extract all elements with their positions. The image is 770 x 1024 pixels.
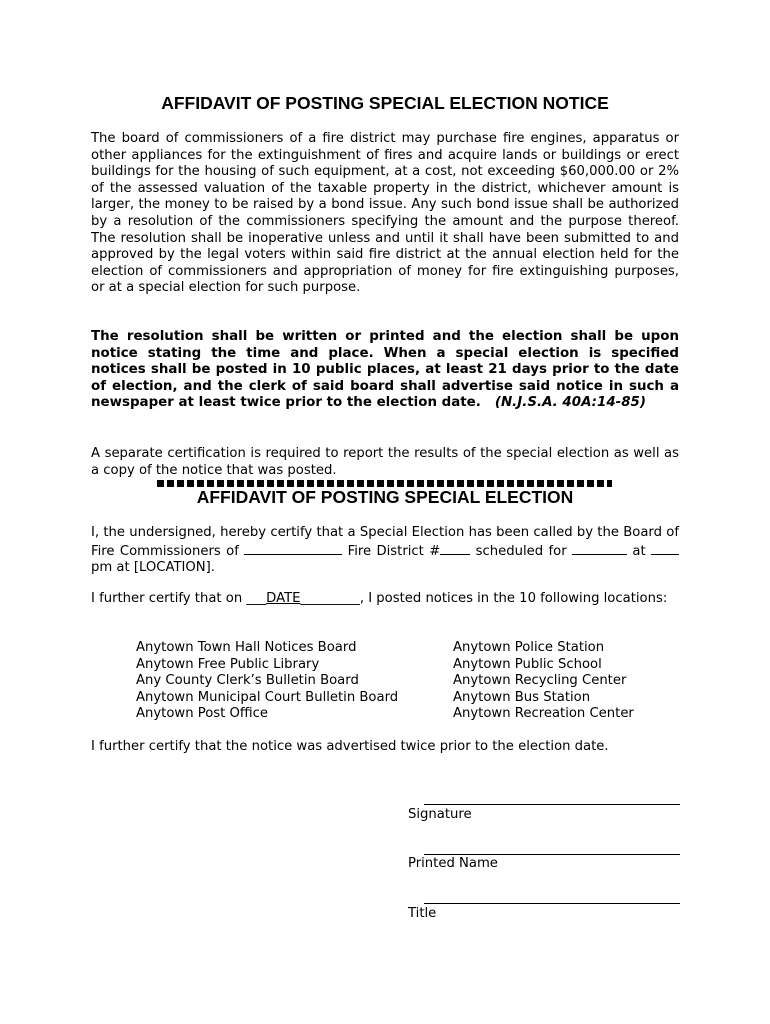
- printed-name-line[interactable]: [424, 854, 680, 855]
- location-item: Anytown Public School: [453, 656, 602, 672]
- signature-label: Signature: [408, 807, 472, 822]
- certify-text-4: at: [632, 543, 646, 559]
- posted-text-1: I further certify that on ___: [91, 591, 267, 606]
- location-item: Anytown Town Hall Notices Board: [136, 640, 357, 655]
- election-time-blank[interactable]: [651, 542, 679, 555]
- intro-paragraph: The board of commissioners of a fire district may purchase fire engines, apparatus or other appliances for the extinguishment of fires and acquire lands or buildings or erect buildings for the housing of such equipment, at a cost, not exceeding $60,000.00 or 2% of the assessed valuation of the taxable property in the district, whichever amount is larger, the money to be raised by a bond issue. Any such bond issue shall be authorized by a resolution of the commissioners specifying the amount and the purpose thereof. The resolution shall be inoperative unless and until it shall have been submitted to and approved by the legal voters within said fire district at the annual election held for the election of commissioners and appropriation of money for fire extinguishing purposes, or at a special election for such purpose.: [91, 131, 679, 296]
- printed-name-label: Printed Name: [408, 856, 498, 871]
- locations-right-list: [453, 640, 634, 723]
- locations-left-list: [136, 640, 398, 723]
- certify-text-3: scheduled for: [475, 543, 567, 559]
- location-item: Anytown Bus Station: [453, 689, 591, 705]
- section-divider: [157, 480, 612, 487]
- posted-date-field[interactable]: DATE: [266, 591, 301, 606]
- advertised-statement: I further certify that the notice was advertised twice prior to the election date.: [91, 739, 609, 754]
- commissioners-blank[interactable]: [244, 542, 342, 555]
- statute-text: The resolution shall be written or printed and the election shall be upon notice stating the time and place. When a special election is specified notices shall be posted in 10 public places, at least 21 days prior to the date of election, and the clerk of said board shall advertise said notice in such a newspaper at least twice prior to the election date.: [91, 329, 679, 411]
- affidavit-title: AFFIDAVIT OF POSTING SPECIAL ELECTION: [196, 487, 574, 507]
- location-item: Anytown Free Public Library: [136, 656, 320, 672]
- location-item: Anytown Municipal Court Bulletin Board: [136, 689, 399, 705]
- certification-note: A separate certification is required to report the results of the special election as well as a copy of the notice that was posted.: [91, 446, 679, 478]
- location-item: Anytown Post Office: [136, 706, 269, 722]
- certify-paragraph: [91, 525, 679, 577]
- location-item: Any County Clerk’s Bulletin Board: [136, 673, 359, 689]
- title-line[interactable]: [424, 903, 680, 904]
- location-item: Anytown Recycling Center: [453, 673, 627, 689]
- certify-text-1: I, the undersigned, hereby certify that a Special Election has been called by the Board of Fire Commissioners of: [91, 525, 679, 559]
- election-date-blank[interactable]: [572, 542, 627, 555]
- certify-text-2: Fire District #: [347, 543, 441, 559]
- statute-paragraph: [91, 329, 679, 412]
- document-title: AFFIDAVIT OF POSTING SPECIAL ELECTION NOTICE: [161, 93, 609, 113]
- posted-paragraph: [91, 591, 679, 608]
- statute-citation: (N.J.S.A. 40A:14-85): [494, 395, 646, 411]
- location-item: Anytown Recreation Center: [453, 706, 634, 722]
- signature-line[interactable]: [424, 804, 680, 805]
- title-label: Title: [408, 906, 437, 921]
- certify-text-5: pm at [LOCATION].: [91, 560, 215, 576]
- district-number-blank[interactable]: [440, 542, 470, 555]
- posted-text-2: _________, I posted notices in the 10 following locations:: [300, 591, 668, 606]
- location-item: Anytown Police Station: [453, 640, 605, 655]
